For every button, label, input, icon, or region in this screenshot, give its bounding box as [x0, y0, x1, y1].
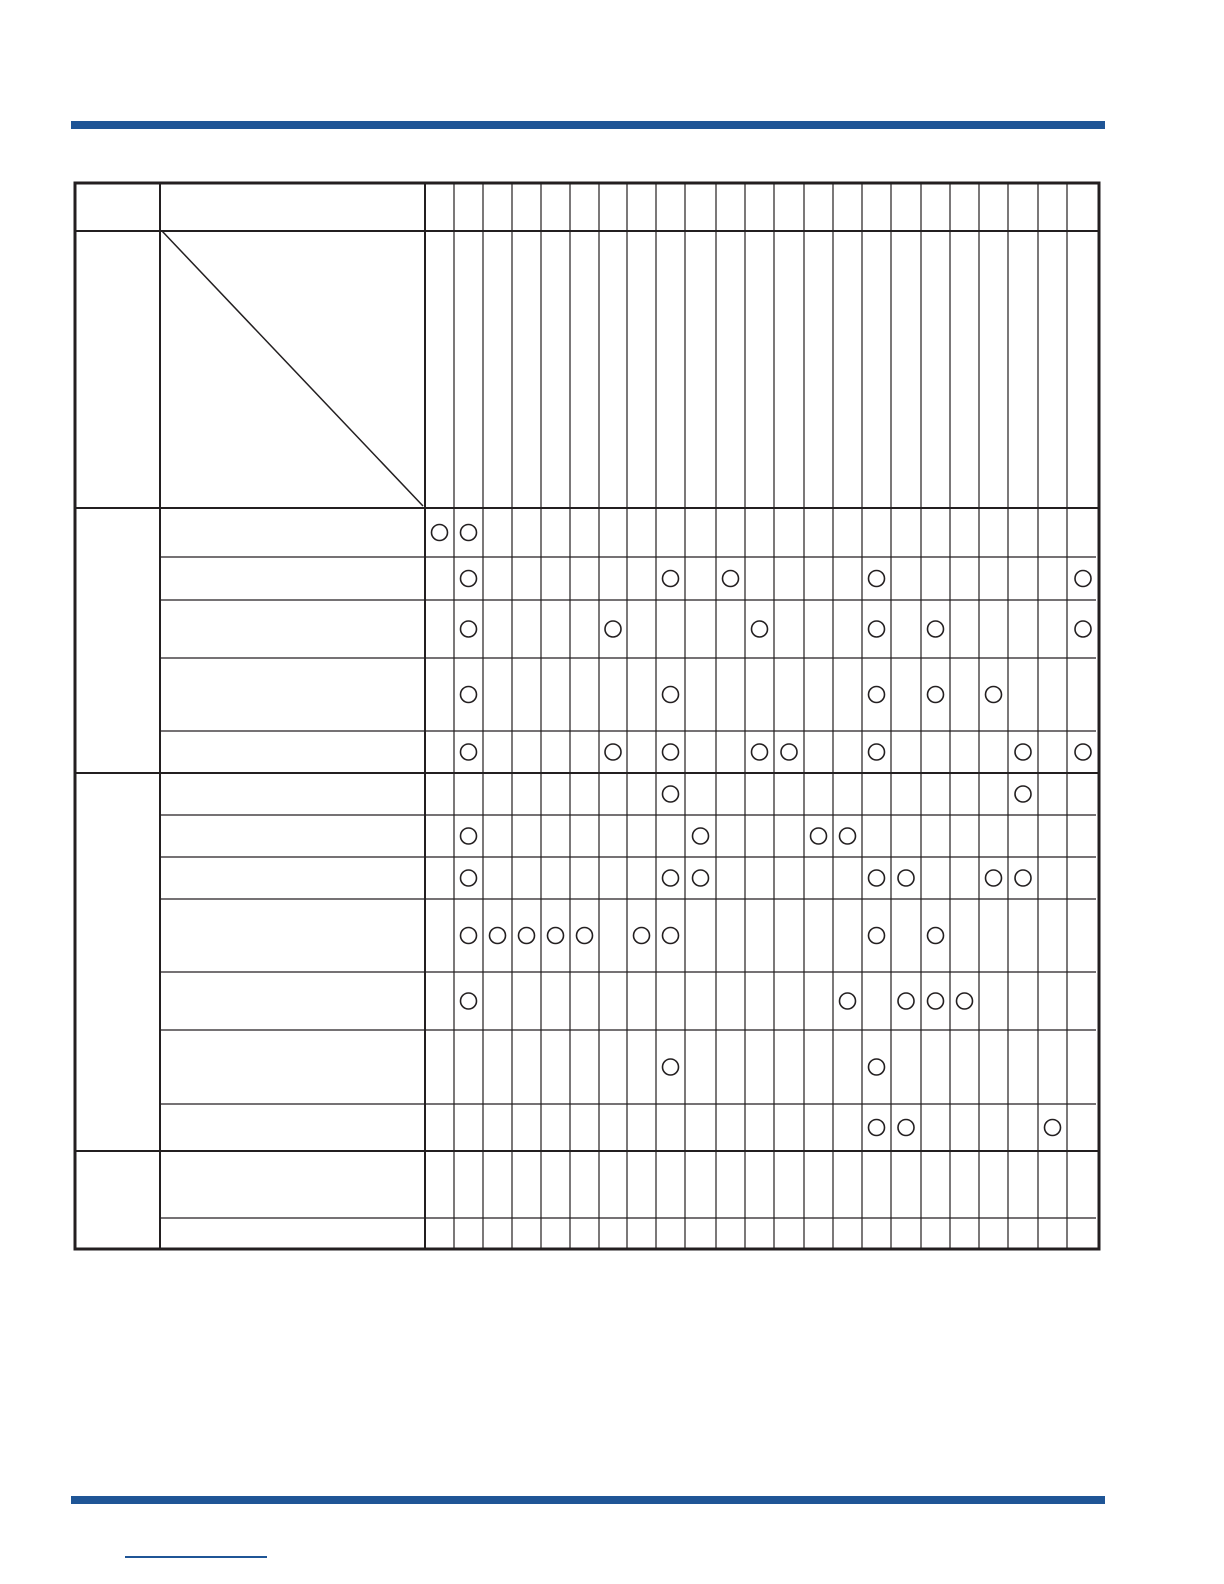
circle-mark	[869, 1059, 885, 1075]
circle-mark	[869, 687, 885, 703]
circle-mark	[461, 870, 477, 886]
circle-mark	[663, 571, 679, 587]
circle-mark	[869, 571, 885, 587]
circle-mark	[840, 993, 856, 1009]
circle-mark	[605, 621, 621, 637]
circle-mark	[781, 744, 797, 760]
circle-mark	[928, 928, 944, 944]
circle-mark	[957, 993, 973, 1009]
circle-mark	[663, 870, 679, 886]
circle-mark	[548, 928, 564, 944]
circle-mark	[869, 621, 885, 637]
circle-mark	[461, 621, 477, 637]
table-border	[75, 183, 1099, 1249]
circle-mark	[461, 928, 477, 944]
circle-mark	[577, 928, 593, 944]
circle-mark	[461, 571, 477, 587]
circle-mark	[663, 687, 679, 703]
circle-mark	[723, 571, 739, 587]
circle-mark	[986, 687, 1002, 703]
circle-mark	[663, 928, 679, 944]
circle-mark	[898, 1120, 914, 1136]
circle-mark	[928, 621, 944, 637]
circle-mark	[752, 621, 768, 637]
circle-mark	[928, 993, 944, 1009]
circle-mark	[693, 828, 709, 844]
circle-mark	[1015, 744, 1031, 760]
circle-mark	[869, 928, 885, 944]
circle-mark	[663, 786, 679, 802]
circle-mark	[986, 870, 1002, 886]
circle-mark	[1075, 744, 1091, 760]
table-gridlines	[75, 183, 1099, 1249]
table-marks	[432, 525, 1092, 1136]
circle-mark	[869, 1120, 885, 1136]
circle-mark	[811, 828, 827, 844]
circle-mark	[1045, 1120, 1061, 1136]
circle-mark	[928, 687, 944, 703]
circle-mark	[461, 993, 477, 1009]
circle-mark	[1015, 870, 1031, 886]
circle-mark	[752, 744, 768, 760]
circle-mark	[490, 928, 506, 944]
circle-mark	[605, 744, 621, 760]
circle-mark	[461, 687, 477, 703]
circle-mark	[461, 828, 477, 844]
circle-mark	[663, 744, 679, 760]
circle-mark	[869, 744, 885, 760]
circle-mark	[898, 993, 914, 1009]
circle-mark	[663, 1059, 679, 1075]
circle-mark	[869, 870, 885, 886]
footer-rule	[71, 1496, 1105, 1504]
footer-link-underline[interactable]	[125, 1556, 267, 1558]
circle-mark	[840, 828, 856, 844]
circle-mark	[1075, 621, 1091, 637]
circle-mark	[461, 525, 477, 541]
circle-mark	[519, 928, 535, 944]
circle-mark	[898, 870, 914, 886]
circle-mark	[693, 870, 709, 886]
circle-mark	[634, 928, 650, 944]
circle-mark	[1015, 786, 1031, 802]
circle-mark	[461, 744, 477, 760]
circle-mark	[432, 525, 448, 541]
corner-diagonal	[162, 231, 423, 506]
circle-mark	[1075, 571, 1091, 587]
